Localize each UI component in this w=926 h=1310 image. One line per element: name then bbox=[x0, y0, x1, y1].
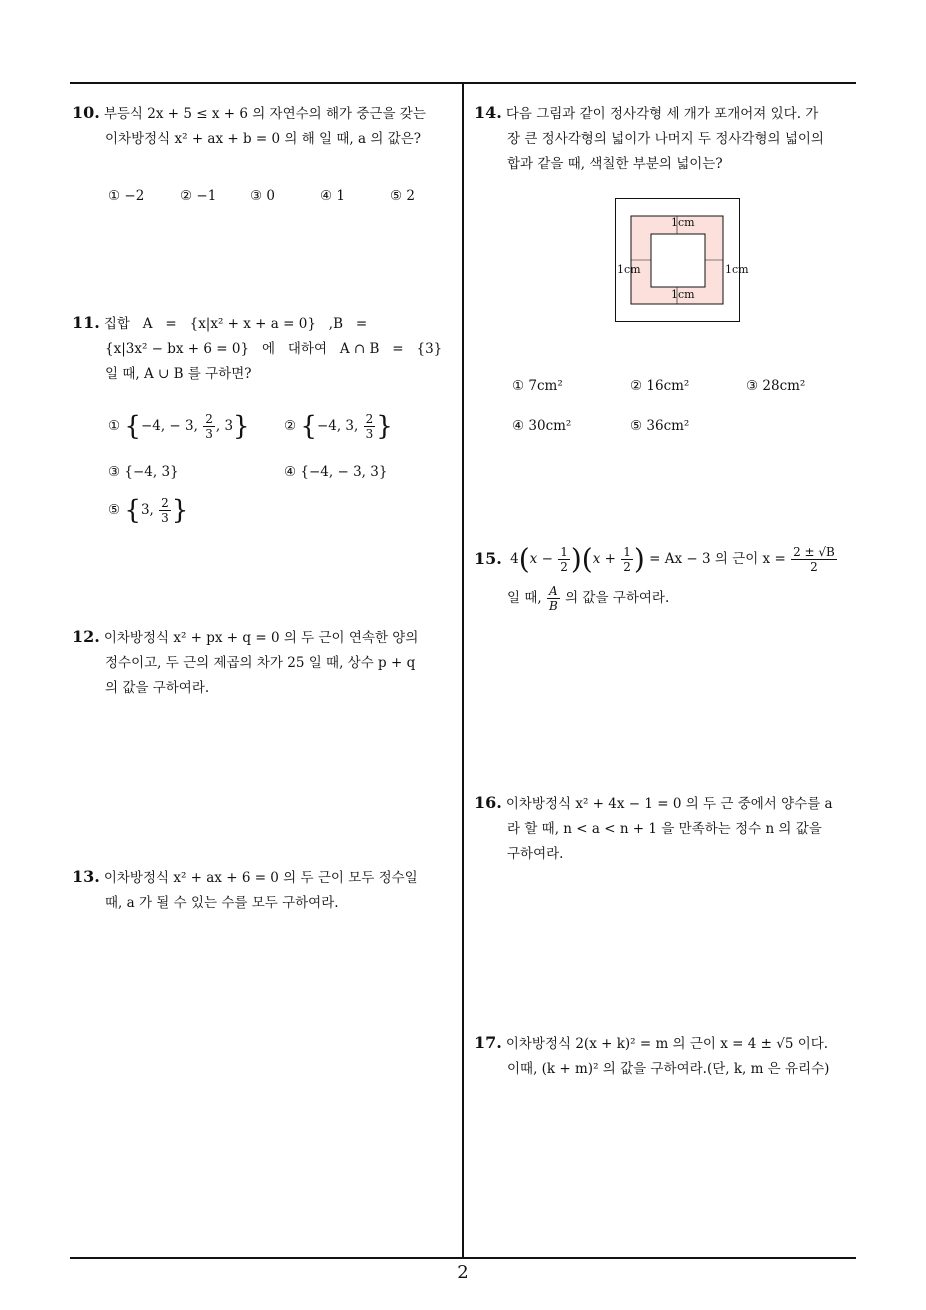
question-14 bbox=[474, 100, 859, 177]
choice-1[interactable]: ① 7cm² bbox=[512, 378, 563, 394]
question-number: 11. bbox=[72, 313, 100, 332]
question-12 bbox=[72, 624, 457, 701]
bottom-rule bbox=[70, 1257, 856, 1259]
question-text-line: 집합 A = {x|x² + x + a = 0} ,B = bbox=[103, 316, 368, 332]
question-text-line: 부등식 2x + 5 ≤ x + 6 의 자연수의 해가 중근을 갖는 bbox=[103, 106, 426, 122]
choice-2[interactable]: ② {−4, 3, $\frac{2}{3}$ } bbox=[284, 411, 393, 442]
fraction-ab: $\frac{A}{B}$ bbox=[548, 584, 558, 613]
question-number: 17. bbox=[474, 1033, 502, 1052]
fraction-half: $\frac{1}{2}$ bbox=[560, 545, 568, 574]
question-text-line: 일 때, A ∪ B 를 구하면? bbox=[105, 366, 252, 382]
question-number: 10. bbox=[72, 103, 100, 122]
label-right: 1cm bbox=[725, 263, 749, 276]
label-top: 1cm bbox=[671, 216, 695, 229]
choice-4[interactable]: ④ 1 bbox=[320, 188, 345, 204]
question-number: 14. bbox=[474, 103, 502, 122]
label-left: 1cm bbox=[617, 263, 641, 276]
question-text-line: 이차방정식 x² + 4x − 1 = 0 의 두 근 중에서 양수를 a bbox=[505, 796, 833, 812]
question-text-line: 장 큰 정사각형의 넓이가 나머지 두 정사각형의 넓이의 bbox=[507, 131, 824, 147]
page-number: 2 bbox=[457, 1262, 469, 1283]
choices-11 bbox=[108, 412, 448, 532]
nested-squares-figure bbox=[615, 198, 749, 323]
question-text-line: 다음 그림과 같이 정사각형 세 개가 포개어져 있다. 가 bbox=[505, 106, 819, 122]
choices-14 bbox=[512, 378, 852, 438]
question-text-line: 이차방정식 x² + ax + 6 = 0 의 두 근이 모두 정수일 bbox=[103, 870, 418, 886]
choice-5[interactable]: ⑤ 36cm² bbox=[630, 418, 690, 434]
question-13 bbox=[72, 864, 457, 916]
question-11 bbox=[72, 310, 457, 387]
choice-5[interactable]: ⑤ 2 bbox=[390, 188, 415, 204]
choice-4[interactable]: ④ {−4, − 3, 3} bbox=[284, 464, 388, 480]
question-text-line: 라 할 때, n < a < n + 1 을 만족하는 정수 n 의 값을 bbox=[507, 821, 822, 837]
choice-2[interactable]: ② 16cm² bbox=[630, 378, 690, 394]
question-number: 16. bbox=[474, 793, 502, 812]
choice-3[interactable]: ③ 28cm² bbox=[746, 378, 806, 394]
question-text-line: 이차방정식 2(x + k)² = m 의 근이 x = 4 ± √5 이다. bbox=[505, 1036, 829, 1052]
choice-3[interactable]: ③ {−4, 3} bbox=[108, 464, 179, 480]
question-number: 15. bbox=[474, 549, 502, 568]
question-number: 13. bbox=[72, 867, 100, 886]
question-17 bbox=[474, 1030, 864, 1082]
fraction: $\frac{2}{3}$ bbox=[161, 496, 169, 525]
question-text-line: 구하여라. bbox=[507, 846, 564, 862]
fraction-root: $\frac{2 \pm √B}{2}$ bbox=[793, 545, 835, 574]
fraction-half: $\frac{1}{2}$ bbox=[623, 545, 631, 574]
choice-1[interactable]: ① {−4, − 3, $\frac{2}{3}$ , 3} bbox=[108, 411, 250, 442]
question-text-line: 정수이고, 두 근의 제곱의 차가 25 일 때, 상수 p + q bbox=[105, 655, 416, 671]
question-15: 15. 4(x − $\frac{1}{2}$ )(x + $\frac{1}{2}$ ) = Ax − 3 의 근이 x = $\frac{2 \pm √B}{2}$ 일 때, $\frac{A}{B}$ 의 값을 구하여라. bbox=[474, 542, 835, 613]
question-text-line: {x|3x² − bx + 6 = 0} 에 대하여 A ∩ B = {3} bbox=[105, 341, 443, 357]
question-text-line: 이차방정식 x² + ax + b = 0 의 해 일 때, a 의 값은? bbox=[105, 131, 421, 147]
fraction: $\frac{2}{3}$ bbox=[365, 412, 374, 441]
question-text-line: 합과 같을 때, 색칠한 부분의 넓이는? bbox=[507, 156, 723, 172]
label-bottom: 1cm bbox=[671, 288, 695, 301]
question-number: 12. bbox=[72, 627, 100, 646]
choice-3[interactable]: ③ 0 bbox=[250, 188, 275, 204]
question-text-line: 때, a 가 될 수 있는 수를 모두 구하여라. bbox=[105, 895, 339, 911]
question-text-line: 의 값을 구하여라. bbox=[105, 680, 210, 696]
question-text-line: 이때, (k + m)² 의 값을 구하여라.(단, k, m 은 유리수) bbox=[507, 1061, 830, 1077]
column-divider bbox=[462, 82, 464, 1258]
question-text-line: 이차방정식 x² + px + q = 0 의 두 근이 연속한 양의 bbox=[103, 630, 419, 646]
choice-4[interactable]: ④ 30cm² bbox=[512, 418, 572, 434]
choice-2[interactable]: ② −1 bbox=[180, 188, 217, 204]
choice-1[interactable]: ① −2 bbox=[108, 188, 145, 204]
question-10 bbox=[72, 100, 457, 152]
choice-5[interactable]: ⑤ {3, $\frac{2}{3}$ } bbox=[108, 495, 189, 526]
fraction: $\frac{2}{3}$ bbox=[205, 412, 213, 441]
question-16 bbox=[474, 790, 864, 867]
